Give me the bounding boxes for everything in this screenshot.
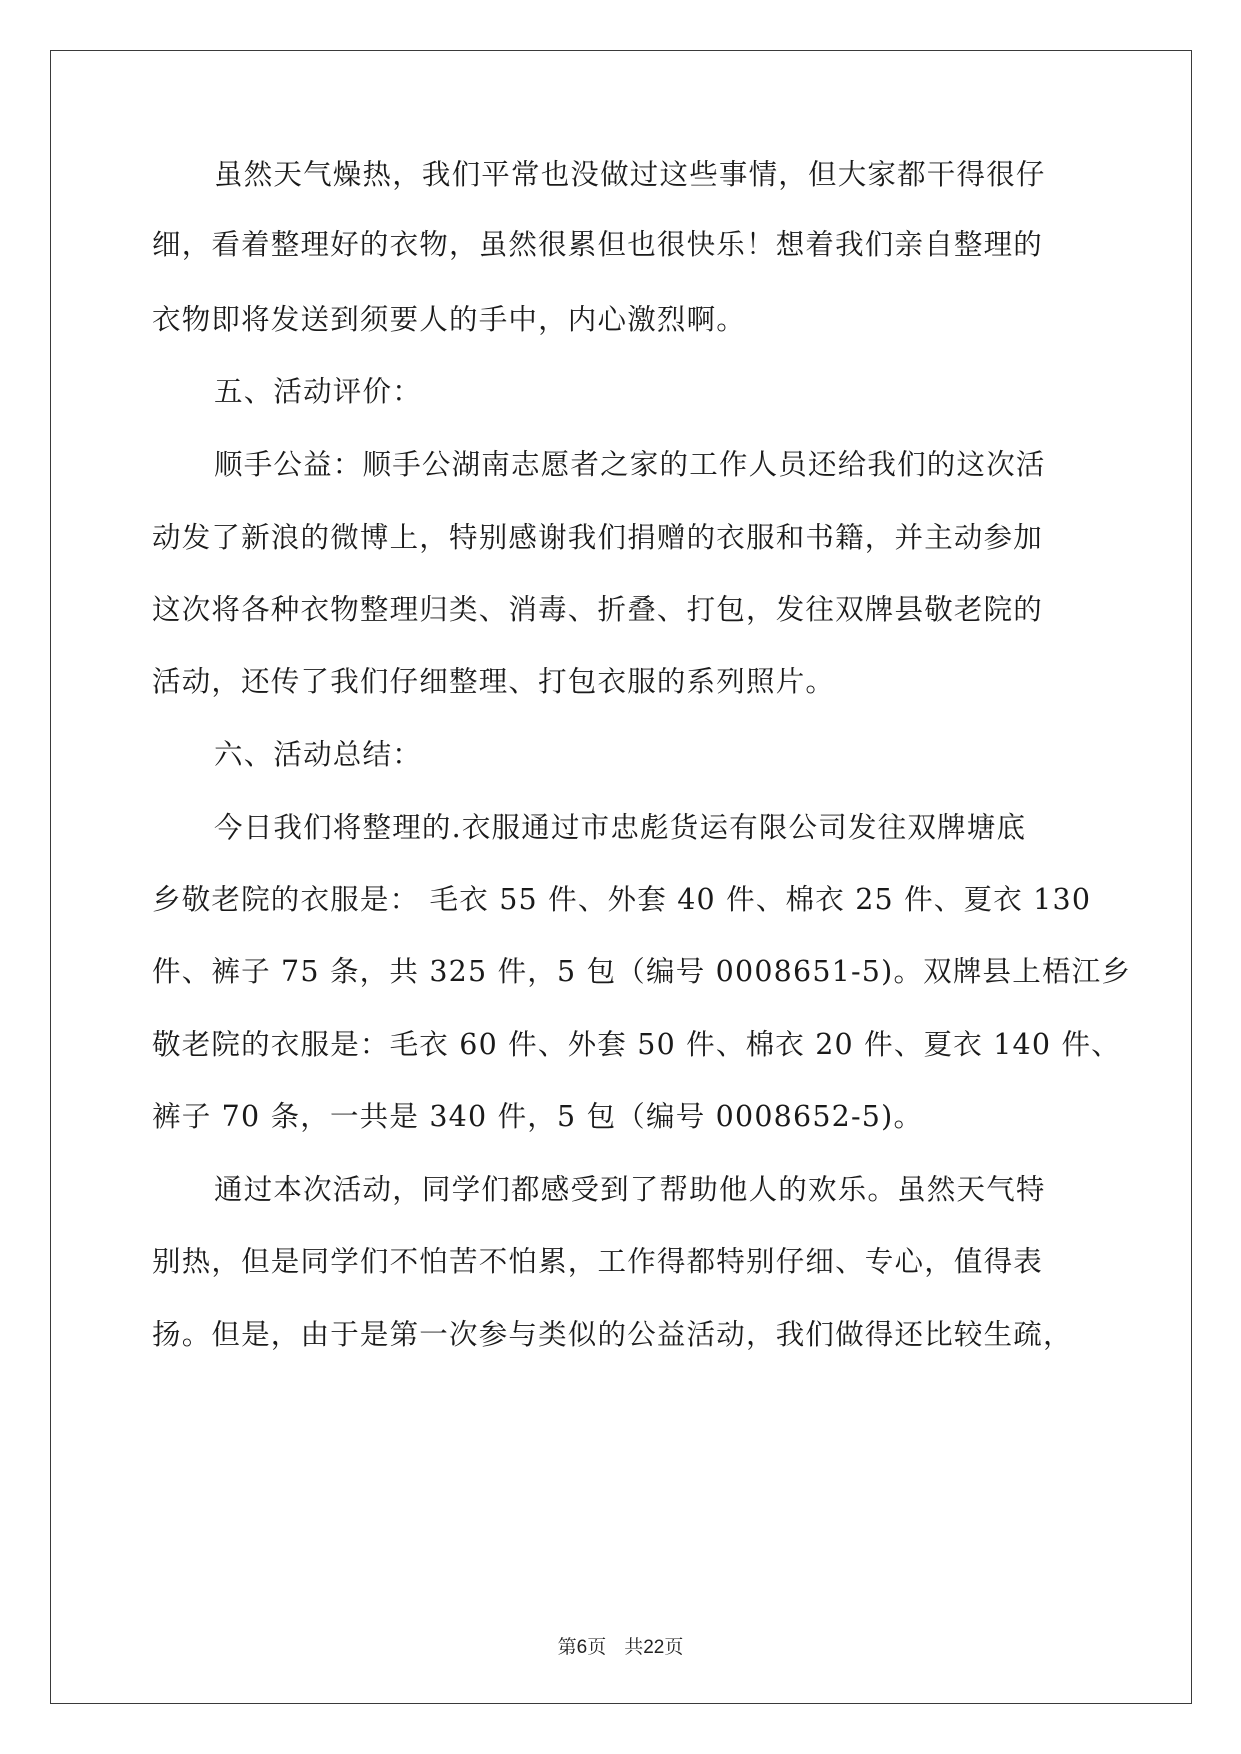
page-suffix: 页 <box>587 1636 607 1658</box>
total-suffix: 页 <box>664 1636 684 1658</box>
body-line: 件、裤子 75 条，共 325 件，5 包（编号 0008651-5)。双牌县上梧江乡 <box>152 955 1132 988</box>
body-line: 动发了新浪的微博上，特别感谢我们捐赠的衣服和书籍，并主动参加 <box>152 521 1044 554</box>
page-border <box>50 50 1192 1704</box>
page-footer <box>0 1632 1241 1659</box>
body-line: 衣物即将发送到须要人的手中，内心激烈啊。 <box>152 303 747 336</box>
body-line: 裤子 70 条，一共是 340 件，5 包（编号 0008652-5)。 <box>152 1100 924 1133</box>
body-line: 这次将各种衣物整理归类、消毒、折叠、打包，发往双牌县敬老院的 <box>152 593 1044 626</box>
total-prefix: 共 <box>624 1636 644 1658</box>
body-line: 通过本次活动，同学们都感受到了帮助他人的欢乐。虽然天气特 <box>214 1173 1046 1206</box>
body-line: 敬老院的衣服是：毛衣 60 件、外套 50 件、棉衣 20 件、夏衣 140 件、 <box>152 1028 1121 1061</box>
body-line: 今日我们将整理的.衣服通过市忠彪货运有限公司发往双牌塘底 <box>214 811 1027 844</box>
body-line: 顺手公益：顺手公湖南志愿者之家的工作人员还给我们的这次活 <box>214 448 1046 481</box>
page-prefix: 第 <box>557 1636 577 1658</box>
section-heading-evaluation: 五、活动评价： <box>214 375 422 408</box>
body-line: 别热，但是同学们不怕苦不怕累，工作得都特别仔细、专心，值得表 <box>152 1245 1044 1278</box>
body-line: 扬。但是，由于是第一次参与类似的公益活动，我们做得还比较生疏， <box>152 1318 1073 1351</box>
body-line: 细，看着整理好的衣物，虽然很累但也很快乐！想着我们亲自整理的 <box>152 228 1044 261</box>
body-line: 虽然天气燥热，我们平常也没做过这些事情，但大家都干得很仔 <box>214 158 1046 191</box>
page-total: 22 <box>643 1637 665 1658</box>
section-heading-summary: 六、活动总结： <box>214 738 422 771</box>
body-line: 乡敬老院的衣服是： 毛衣 55 件、外套 40 件、棉衣 25 件、夏衣 130 <box>152 883 1092 916</box>
body-line: 活动，还传了我们仔细整理、打包衣服的系列照片。 <box>152 665 836 698</box>
page-number: 6 <box>576 1637 588 1658</box>
